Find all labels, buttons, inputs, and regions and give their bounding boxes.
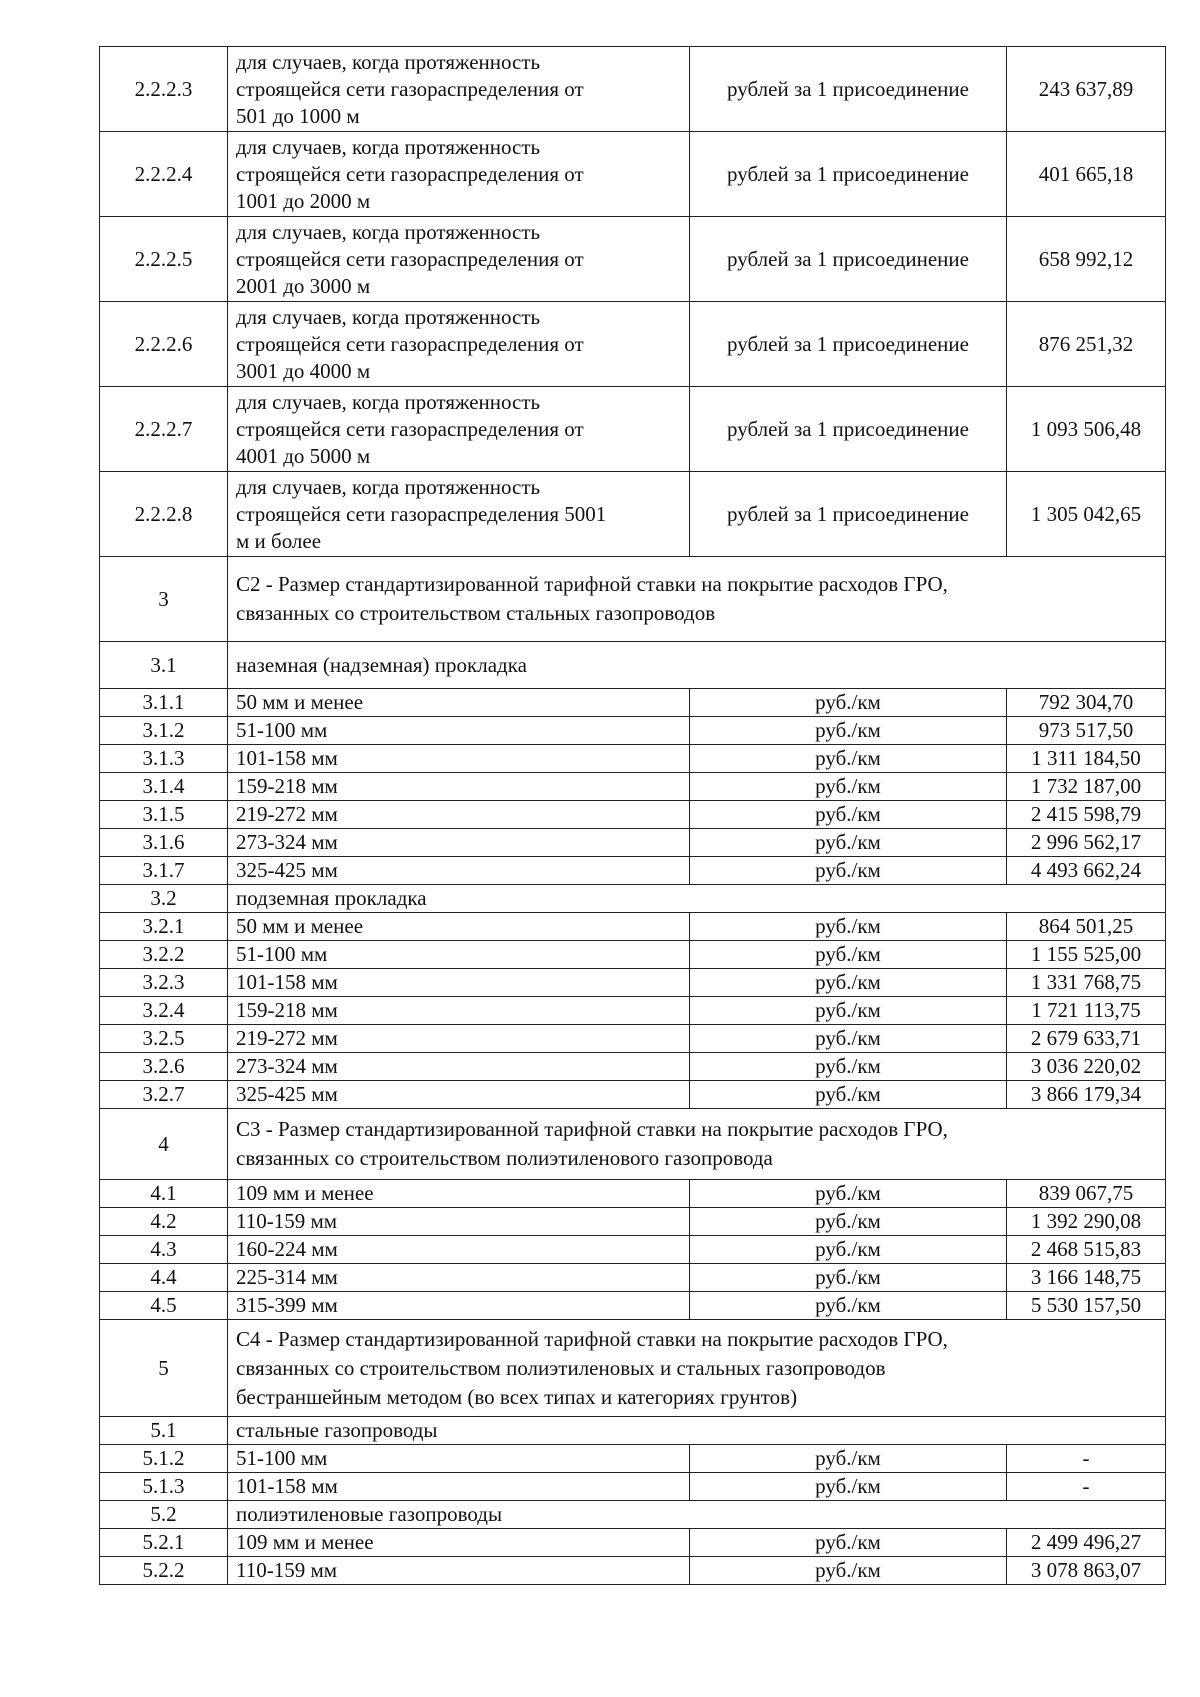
row-value: 1 721 113,75: [1007, 997, 1166, 1025]
row-description: для случаев, когда протяженность строящейся сети газораспределения 5001 м и более: [228, 472, 690, 557]
row-unit: руб./км: [690, 1208, 1007, 1236]
row-description: 219-272 мм: [228, 801, 690, 829]
row-value: 1 155 525,00: [1007, 941, 1166, 969]
row-unit: рублей за 1 присоединение: [690, 217, 1007, 302]
row-value: 1 311 184,50: [1007, 745, 1166, 773]
table-row: [100, 1081, 1166, 1109]
row-description: 159-218 мм: [228, 773, 690, 801]
row-number: 5.1.2: [100, 1445, 228, 1473]
row-value: -: [1007, 1445, 1166, 1473]
row-description: 160-224 мм: [228, 1236, 690, 1264]
table-row: [100, 997, 1166, 1025]
table-row: [100, 132, 1166, 217]
row-description: 273-324 мм: [228, 829, 690, 857]
row-number: 3.2.7: [100, 1081, 228, 1109]
row-value: 3 036 220,02: [1007, 1053, 1166, 1081]
subsection-number: 3.2: [100, 885, 228, 913]
row-description: 109 мм и менее: [228, 1180, 690, 1208]
table-row: [100, 1208, 1166, 1236]
subsection-number: 5.1: [100, 1417, 228, 1445]
row-number: 2.2.2.4: [100, 132, 228, 217]
row-unit: руб./км: [690, 1236, 1007, 1264]
row-description: 219-272 мм: [228, 1025, 690, 1053]
row-unit: рублей за 1 присоединение: [690, 302, 1007, 387]
row-description: 225-314 мм: [228, 1264, 690, 1292]
row-number: 3.2.4: [100, 997, 228, 1025]
row-number: 5.2.1: [100, 1529, 228, 1557]
subsection-row: [100, 642, 1166, 689]
row-unit: руб./км: [690, 1264, 1007, 1292]
row-number: 3.1.5: [100, 801, 228, 829]
row-description: 273-324 мм: [228, 1053, 690, 1081]
row-value: 3 866 179,34: [1007, 1081, 1166, 1109]
row-value: 1 732 187,00: [1007, 773, 1166, 801]
row-value: 2 499 496,27: [1007, 1529, 1166, 1557]
row-value: 1 392 290,08: [1007, 1208, 1166, 1236]
row-number: 4.1: [100, 1180, 228, 1208]
subsection-number: 5.2: [100, 1501, 228, 1529]
row-description: 51-100 мм: [228, 717, 690, 745]
table-row: [100, 1180, 1166, 1208]
table-row: [100, 1292, 1166, 1320]
table-row: [100, 1264, 1166, 1292]
row-unit: руб./км: [690, 1053, 1007, 1081]
row-unit: руб./км: [690, 829, 1007, 857]
row-number: 3.2.3: [100, 969, 228, 997]
row-value: 3 078 863,07: [1007, 1557, 1166, 1585]
row-number: 4.4: [100, 1264, 228, 1292]
row-unit: руб./км: [690, 997, 1007, 1025]
row-unit: руб./км: [690, 1292, 1007, 1320]
row-number: 2.2.2.6: [100, 302, 228, 387]
table-row: [100, 387, 1166, 472]
row-number: 3.1.6: [100, 829, 228, 857]
row-number: 3.2.6: [100, 1053, 228, 1081]
row-value: 243 637,89: [1007, 47, 1166, 132]
row-value: 4 493 662,24: [1007, 857, 1166, 885]
section-title: С4 - Размер стандартизированной тарифной ставки на покрытие расходов ГРО, связанных со строительством полиэтиленовых и стальных газопроводов бестраншейным методом (во всех типах и категориях грунтов): [228, 1320, 1166, 1417]
row-description: 50 мм и менее: [228, 913, 690, 941]
row-number: 3.2.5: [100, 1025, 228, 1053]
row-description: 325-425 мм: [228, 857, 690, 885]
table-row: [100, 1557, 1166, 1585]
row-value: 973 517,50: [1007, 717, 1166, 745]
row-unit: руб./км: [690, 801, 1007, 829]
row-description: для случаев, когда протяженность строящейся сети газораспределения от 4001 до 5000 м: [228, 387, 690, 472]
row-description: 159-218 мм: [228, 997, 690, 1025]
table-row: [100, 47, 1166, 132]
row-unit: рублей за 1 присоединение: [690, 47, 1007, 132]
row-description: для случаев, когда протяженность строящейся сети газораспределения от 1001 до 2000 м: [228, 132, 690, 217]
tariff-table: [99, 46, 1166, 1585]
subsection-title: подземная прокладка: [228, 885, 1166, 913]
row-unit: руб./км: [690, 1445, 1007, 1473]
row-number: 3.1.7: [100, 857, 228, 885]
row-value: 1 331 768,75: [1007, 969, 1166, 997]
row-number: 3.1.3: [100, 745, 228, 773]
subsection-row: [100, 885, 1166, 913]
row-description: 51-100 мм: [228, 941, 690, 969]
row-unit: руб./км: [690, 1180, 1007, 1208]
table-row: [100, 217, 1166, 302]
table-row: [100, 857, 1166, 885]
row-description: 109 мм и менее: [228, 1529, 690, 1557]
row-number: 3.1.2: [100, 717, 228, 745]
section-number: 5: [100, 1320, 228, 1417]
row-number: 2.2.2.3: [100, 47, 228, 132]
row-number: 4.2: [100, 1208, 228, 1236]
row-unit: руб./км: [690, 857, 1007, 885]
row-value: 876 251,32: [1007, 302, 1166, 387]
table-row: [100, 969, 1166, 997]
row-description: 50 мм и менее: [228, 689, 690, 717]
row-unit: руб./км: [690, 1529, 1007, 1557]
subsection-row: [100, 1417, 1166, 1445]
row-number: 5.1.3: [100, 1473, 228, 1501]
table-row: [100, 1473, 1166, 1501]
table-row: [100, 1529, 1166, 1557]
row-number: 3.1.4: [100, 773, 228, 801]
row-unit: рублей за 1 присоединение: [690, 472, 1007, 557]
table-row: [100, 472, 1166, 557]
subsection-title: стальные газопроводы: [228, 1417, 1166, 1445]
row-value: 2 679 633,71: [1007, 1025, 1166, 1053]
row-number: 3.1.1: [100, 689, 228, 717]
table-row: [100, 773, 1166, 801]
table-row: [100, 1445, 1166, 1473]
table-row: [100, 913, 1166, 941]
row-value: 1 093 506,48: [1007, 387, 1166, 472]
subsection-title: наземная (надземная) прокладка: [228, 642, 1166, 689]
row-unit: руб./км: [690, 1081, 1007, 1109]
row-description: для случаев, когда протяженность строящейся сети газораспределения от 501 до 1000 м: [228, 47, 690, 132]
row-description: 101-158 мм: [228, 969, 690, 997]
row-value: 2 415 598,79: [1007, 801, 1166, 829]
row-unit: руб./км: [690, 1025, 1007, 1053]
row-value: 864 501,25: [1007, 913, 1166, 941]
subsection-row: [100, 1501, 1166, 1529]
subsection-title: полиэтиленовые газопроводы: [228, 1501, 1166, 1529]
section-number: 3: [100, 557, 228, 642]
subsection-number: 3.1: [100, 642, 228, 689]
row-description: для случаев, когда протяженность строящейся сети газораспределения от 2001 до 3000 м: [228, 217, 690, 302]
row-description: для случаев, когда протяженность строящейся сети газораспределения от 3001 до 4000 м: [228, 302, 690, 387]
table-row: [100, 829, 1166, 857]
row-value: 3 166 148,75: [1007, 1264, 1166, 1292]
table-row: [100, 1236, 1166, 1264]
table-row: [100, 1053, 1166, 1081]
table-row: [100, 801, 1166, 829]
row-value: 5 530 157,50: [1007, 1292, 1166, 1320]
row-unit: руб./км: [690, 773, 1007, 801]
row-value: 792 304,70: [1007, 689, 1166, 717]
row-unit: руб./км: [690, 941, 1007, 969]
row-number: 3.2.1: [100, 913, 228, 941]
section-header-row: [100, 1320, 1166, 1417]
row-unit: руб./км: [690, 745, 1007, 773]
table-row: [100, 717, 1166, 745]
row-value: 1 305 042,65: [1007, 472, 1166, 557]
table-row: [100, 1025, 1166, 1053]
section-header-row: [100, 1109, 1166, 1180]
table-row: [100, 941, 1166, 969]
row-number: 2.2.2.7: [100, 387, 228, 472]
row-number: 4.3: [100, 1236, 228, 1264]
row-unit: рублей за 1 присоединение: [690, 387, 1007, 472]
row-description: 325-425 мм: [228, 1081, 690, 1109]
row-description: 51-100 мм: [228, 1445, 690, 1473]
row-value: 658 992,12: [1007, 217, 1166, 302]
row-description: 101-158 мм: [228, 745, 690, 773]
row-value: 401 665,18: [1007, 132, 1166, 217]
row-description: 315-399 мм: [228, 1292, 690, 1320]
row-description: 110-159 мм: [228, 1208, 690, 1236]
row-value: 2 996 562,17: [1007, 829, 1166, 857]
row-number: 2.2.2.5: [100, 217, 228, 302]
row-number: 5.2.2: [100, 1557, 228, 1585]
row-value: 2 468 515,83: [1007, 1236, 1166, 1264]
section-title: С2 - Размер стандартизированной тарифной ставки на покрытие расходов ГРО, связанных со строительством стальных газопроводов: [228, 557, 1166, 642]
section-title: С3 - Размер стандартизированной тарифной ставки на покрытие расходов ГРО, связанных со строительством полиэтиленового газопровода: [228, 1109, 1166, 1180]
row-number: 3.2.2: [100, 941, 228, 969]
row-unit: руб./км: [690, 689, 1007, 717]
row-unit: руб./км: [690, 913, 1007, 941]
row-unit: руб./км: [690, 1473, 1007, 1501]
table-row: [100, 302, 1166, 387]
section-header-row: [100, 557, 1166, 642]
row-value: 839 067,75: [1007, 1180, 1166, 1208]
row-value: -: [1007, 1473, 1166, 1501]
row-unit: руб./км: [690, 717, 1007, 745]
table-row: [100, 745, 1166, 773]
row-number: 2.2.2.8: [100, 472, 228, 557]
row-unit: руб./км: [690, 969, 1007, 997]
row-description: 110-159 мм: [228, 1557, 690, 1585]
row-unit: рублей за 1 присоединение: [690, 132, 1007, 217]
section-number: 4: [100, 1109, 228, 1180]
table-row: [100, 689, 1166, 717]
row-description: 101-158 мм: [228, 1473, 690, 1501]
row-unit: руб./км: [690, 1557, 1007, 1585]
row-number: 4.5: [100, 1292, 228, 1320]
